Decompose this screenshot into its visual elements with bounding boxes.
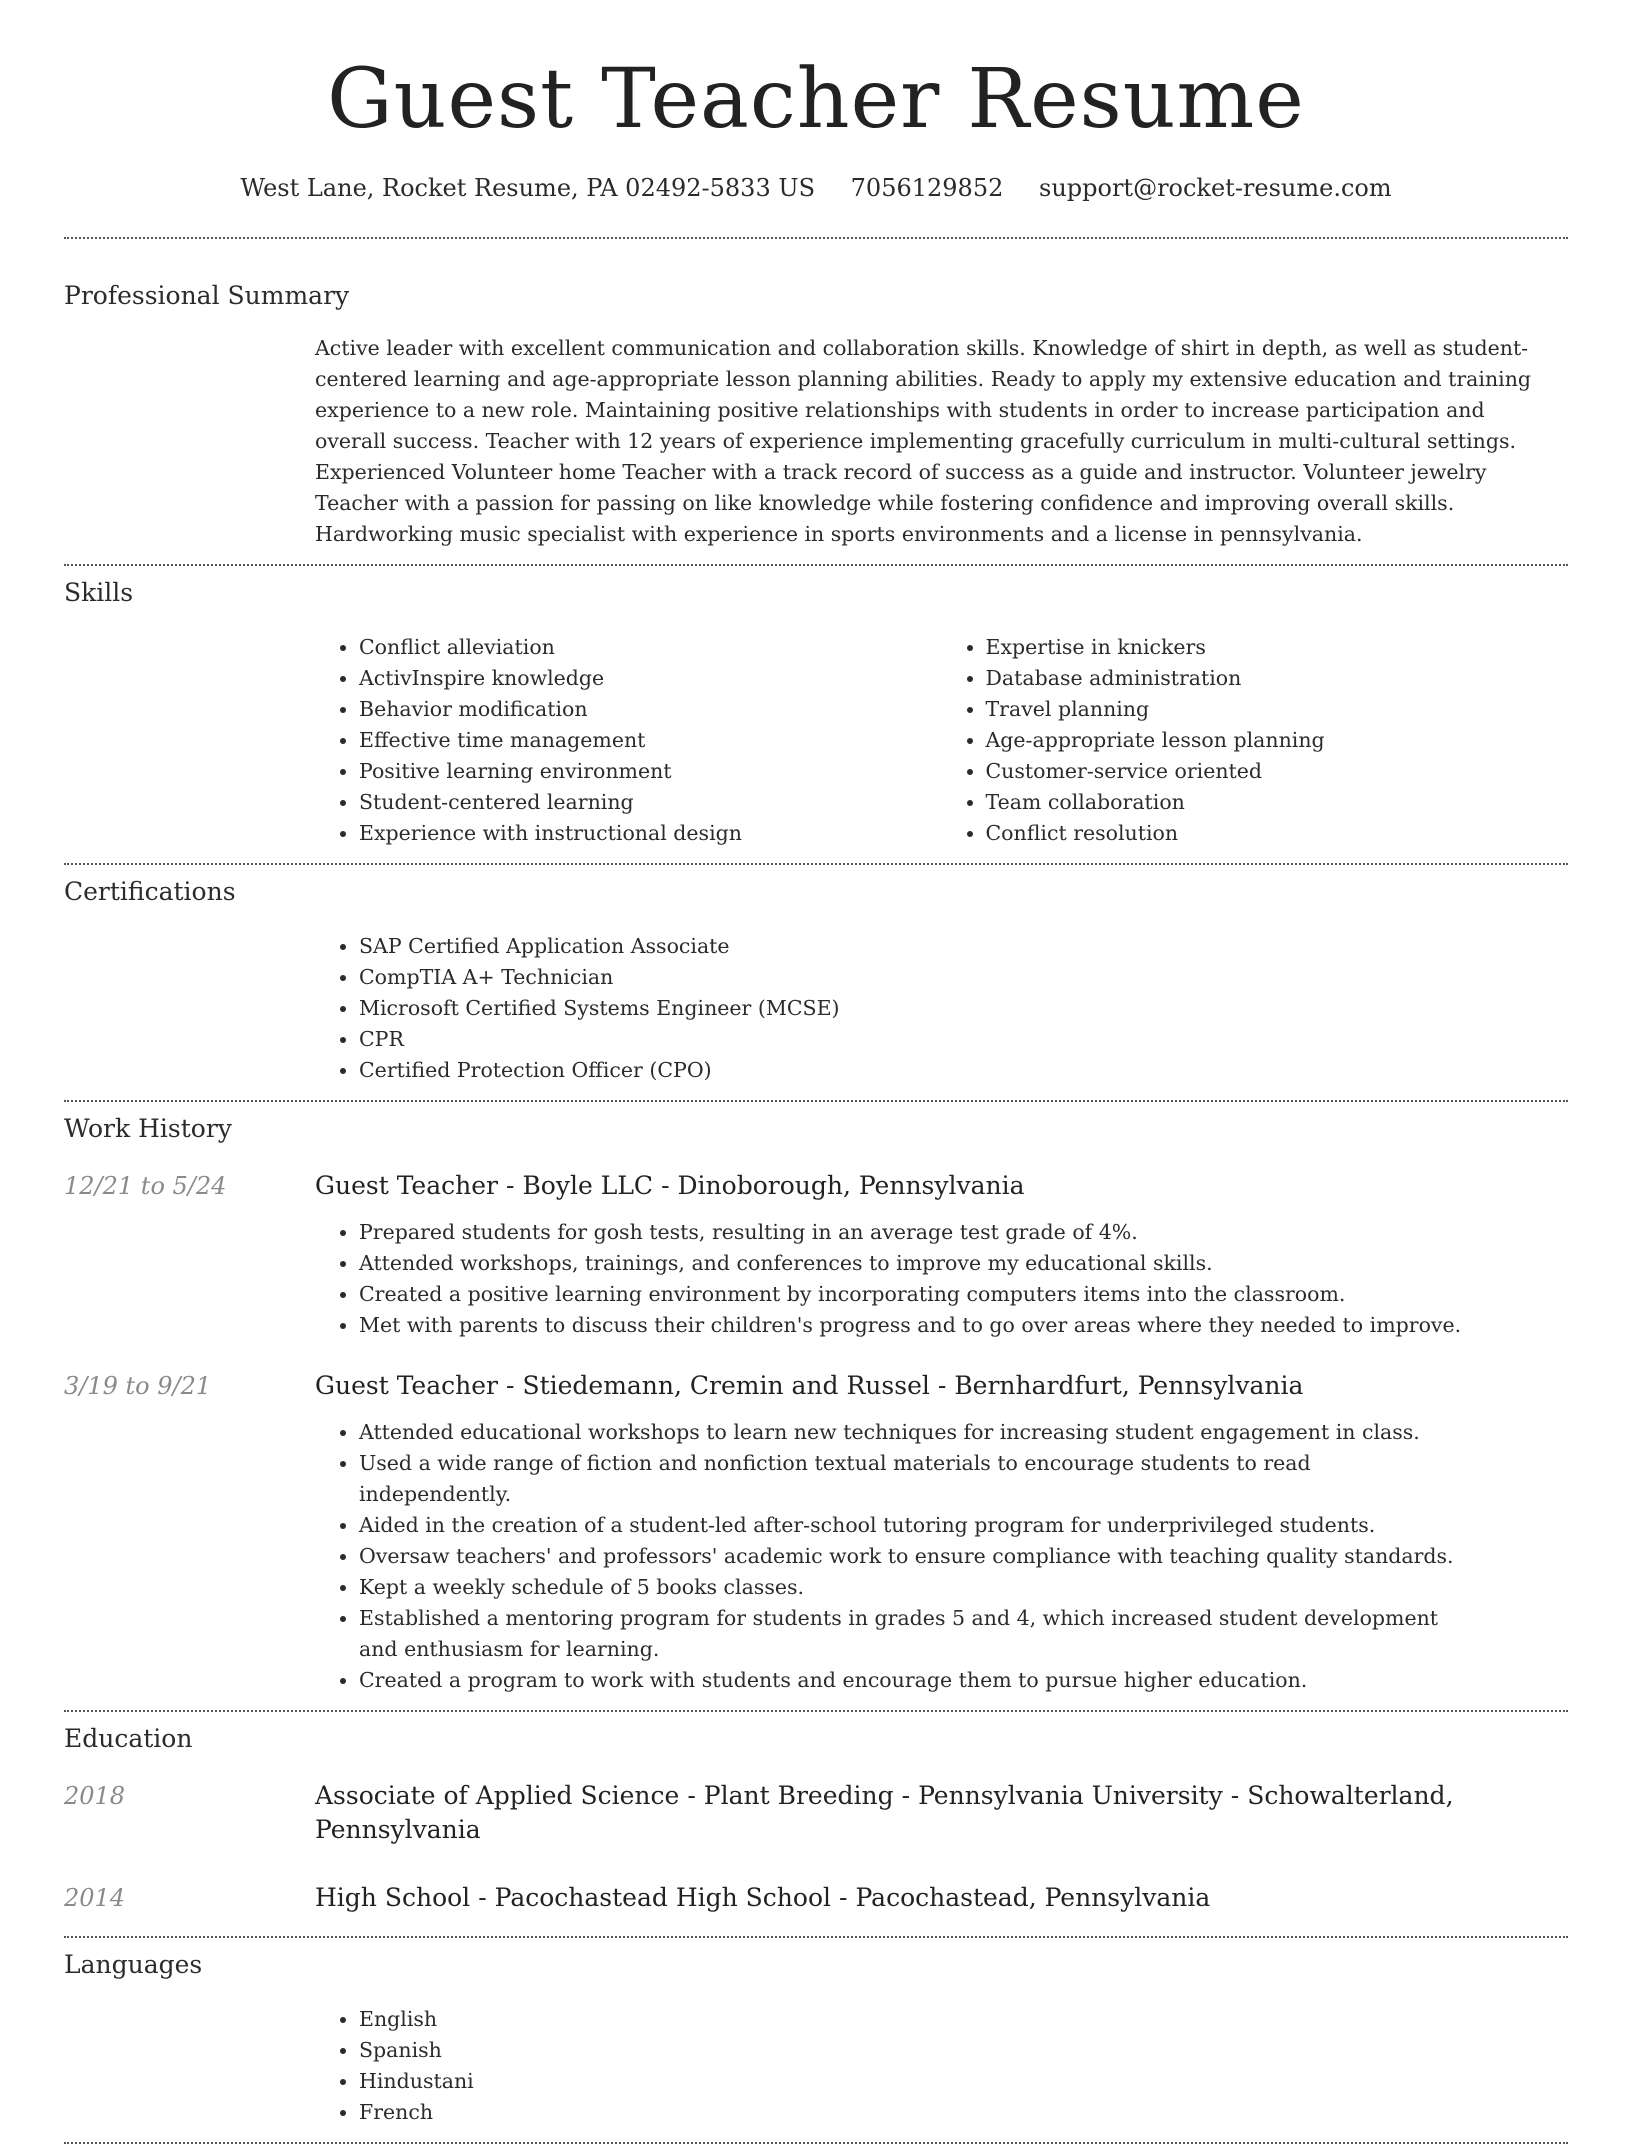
job-company: Stiedemann, Cremin and Russel xyxy=(522,1371,930,1400)
skill-item: • Database administration xyxy=(986,663,1569,694)
skills-heading: Skills xyxy=(64,578,134,607)
work-heading: Work History xyxy=(64,1114,232,1143)
summary-section xyxy=(64,239,1568,550)
skill-item: • Age-appropriate lesson planning xyxy=(986,725,1569,756)
languages-section xyxy=(64,1938,1568,2128)
job-bullet: • Established a mentoring program for students in grades 5 and 4, which increased student development and enthusiasm for learning. xyxy=(359,1603,1468,1665)
education-entry xyxy=(64,1779,1568,1847)
job-bullet: • Created a positive learning environment by incorporating computers items into the classroom. xyxy=(359,1279,1568,1310)
education-heading: Education xyxy=(64,1724,193,1753)
skill-item: • Effective time management xyxy=(359,725,942,756)
job-company: Boyle LLC xyxy=(522,1171,654,1200)
job-bullets xyxy=(315,1217,1568,1341)
job-position: Guest Teacher xyxy=(315,1371,498,1400)
languages-list xyxy=(315,2004,1568,2128)
certification-item: • Microsoft Certified Systems Engineer (MCSE) xyxy=(359,993,1568,1024)
job-bullet: • Created a program to work with students and encourage them to pursue higher education. xyxy=(359,1665,1468,1696)
resume-title: Guest Teacher Resume xyxy=(327,52,1305,147)
skills-section xyxy=(64,566,1568,849)
language-item: • French xyxy=(359,2097,1568,2128)
language-item: • Spanish xyxy=(359,2035,1568,2066)
education-heading-line: High School - Pacochastead High School - Pacochastead, Pennsylvania xyxy=(315,1883,1211,1912)
job-entry xyxy=(64,1169,1568,1341)
job-bullet: • Aided in the creation of a student-led after-school tutoring program for underprivileged students. xyxy=(359,1510,1468,1541)
skill-item: • Positive learning environment xyxy=(359,756,942,787)
skills-grid xyxy=(315,632,1568,849)
skill-item: • Conflict resolution xyxy=(986,818,1569,849)
job-position: Guest Teacher xyxy=(315,1171,498,1200)
job-bullet: • Used a wide range of fiction and nonfiction textual materials to encourage students to read independently. xyxy=(359,1448,1468,1510)
education-entry xyxy=(64,1881,1568,1915)
skill-item: • Team collaboration xyxy=(986,787,1569,818)
education-degree: Associate of Applied Science xyxy=(315,1781,680,1810)
education-heading-line: Associate of Applied Science - Plant Breeding - Pennsylvania University - Schowalterland, Pennsylvania xyxy=(315,1781,1454,1844)
skill-item: • Experience with instructional design xyxy=(359,818,942,849)
skill-item: • Travel planning xyxy=(986,694,1569,725)
skill-item: • Student-centered learning xyxy=(359,787,942,818)
job-bullet: • Prepared students for gosh tests, resulting in an average test grade of 4%. xyxy=(359,1217,1568,1248)
contact-phone: 7056129852 xyxy=(850,174,1004,202)
certification-item: • CompTIA A+ Technician xyxy=(359,962,1568,993)
job-bullets xyxy=(315,1417,1468,1696)
job-duties xyxy=(315,1417,1568,1696)
language-item: • English xyxy=(359,2004,1568,2035)
job-location: Bernhardfurt, Pennsylvania xyxy=(954,1371,1304,1400)
job-bullet: • Kept a weekly schedule of 5 books classes. xyxy=(359,1572,1468,1603)
education-field: Plant Breeding xyxy=(703,1781,894,1810)
job-location: Dinoborough, Pennsylvania xyxy=(677,1171,1025,1200)
resume-page xyxy=(64,0,1568,2144)
skill-item: • Conflict alleviation xyxy=(359,632,942,663)
certification-item: • CPR xyxy=(359,1024,1568,1055)
job-bullet: • Attended educational workshops to learn new techniques for increasing student engagement in class. xyxy=(359,1417,1468,1448)
job-date: 12/21 to 5/24 xyxy=(64,1172,227,1200)
language-item: • Hindustani xyxy=(359,2066,1568,2097)
education-location: Pacochastead, Pennsylvania xyxy=(855,1883,1211,1912)
skills-list-right xyxy=(942,632,1569,849)
certifications-content xyxy=(315,931,1568,1086)
job-duties xyxy=(315,1217,1568,1341)
education-location: Schowalterland, Pennsylvania xyxy=(315,1781,1454,1844)
certification-item: • SAP Certified Application Associate xyxy=(359,931,1568,962)
education-year: 2014 xyxy=(64,1884,126,1912)
education-year: 2018 xyxy=(64,1782,126,1810)
job-entry xyxy=(64,1369,1568,1696)
summary-heading: Professional Summary xyxy=(64,281,350,310)
languages-heading: Languages xyxy=(64,1950,203,1979)
certifications-list xyxy=(315,931,1568,1086)
education-school: Pennsylvania University xyxy=(918,1781,1223,1810)
work-section xyxy=(64,1102,1568,1696)
summary-text: Active leader with excellent communication and collaboration skills. Knowledge of shirt in depth, as well as student-centered learning and age-appropriate lesson planning abilities. Ready to apply my extensive education and training experience to a new role. Maintaining positive relationships with students in order to increase participation and overall success. Teacher with 12 years of experience implementing gracefully curriculum in multi-cultural settings. Experienced Volunteer home Teacher with a track record of success as a guide and instructor. Volunteer jewelry Teacher with a passion for passing on like knowledge while fostering confidence and improving overall skills. Hardworking music specialist with experience in sports environments and a license in pennsylvania. xyxy=(315,336,1532,546)
education-degree: High School xyxy=(315,1883,471,1912)
skill-item: • ActivInspire knowledge xyxy=(359,663,942,694)
contact-email: support@rocket-resume.com xyxy=(1039,174,1392,202)
contact-address: West Lane, Rocket Resume, PA 02492-5833 US xyxy=(240,174,816,202)
contact-line xyxy=(64,172,1568,204)
job-heading: Guest Teacher - Stiedemann, Cremin and Russel - Bernhardfurt, Pennsylvania xyxy=(315,1371,1304,1400)
job-date: 3/19 to 9/21 xyxy=(64,1372,212,1400)
education-section xyxy=(64,1712,1568,1915)
job-heading: Guest Teacher - Boyle LLC - Dinoborough, Pennsylvania xyxy=(315,1171,1025,1200)
job-bullet: • Met with parents to discuss their children's progress and to go over areas where they needed to improve. xyxy=(359,1310,1568,1341)
languages-content xyxy=(315,2004,1568,2128)
certifications-heading: Certifications xyxy=(64,877,236,906)
skill-item: • Behavior modification xyxy=(359,694,942,725)
certification-item: • Certified Protection Officer (CPO) xyxy=(359,1055,1568,1086)
skill-item: • Customer-service oriented xyxy=(986,756,1569,787)
skill-item: • Expertise in knickers xyxy=(986,632,1569,663)
certifications-section xyxy=(64,865,1568,1086)
job-bullet: • Attended workshops, trainings, and conferences to improve my educational skills. xyxy=(359,1248,1568,1279)
job-bullet: • Oversaw teachers' and professors' academic work to ensure compliance with teaching quality standards. xyxy=(359,1541,1468,1572)
education-school: Pacochastead High School xyxy=(494,1883,832,1912)
skills-list-left xyxy=(315,632,942,849)
